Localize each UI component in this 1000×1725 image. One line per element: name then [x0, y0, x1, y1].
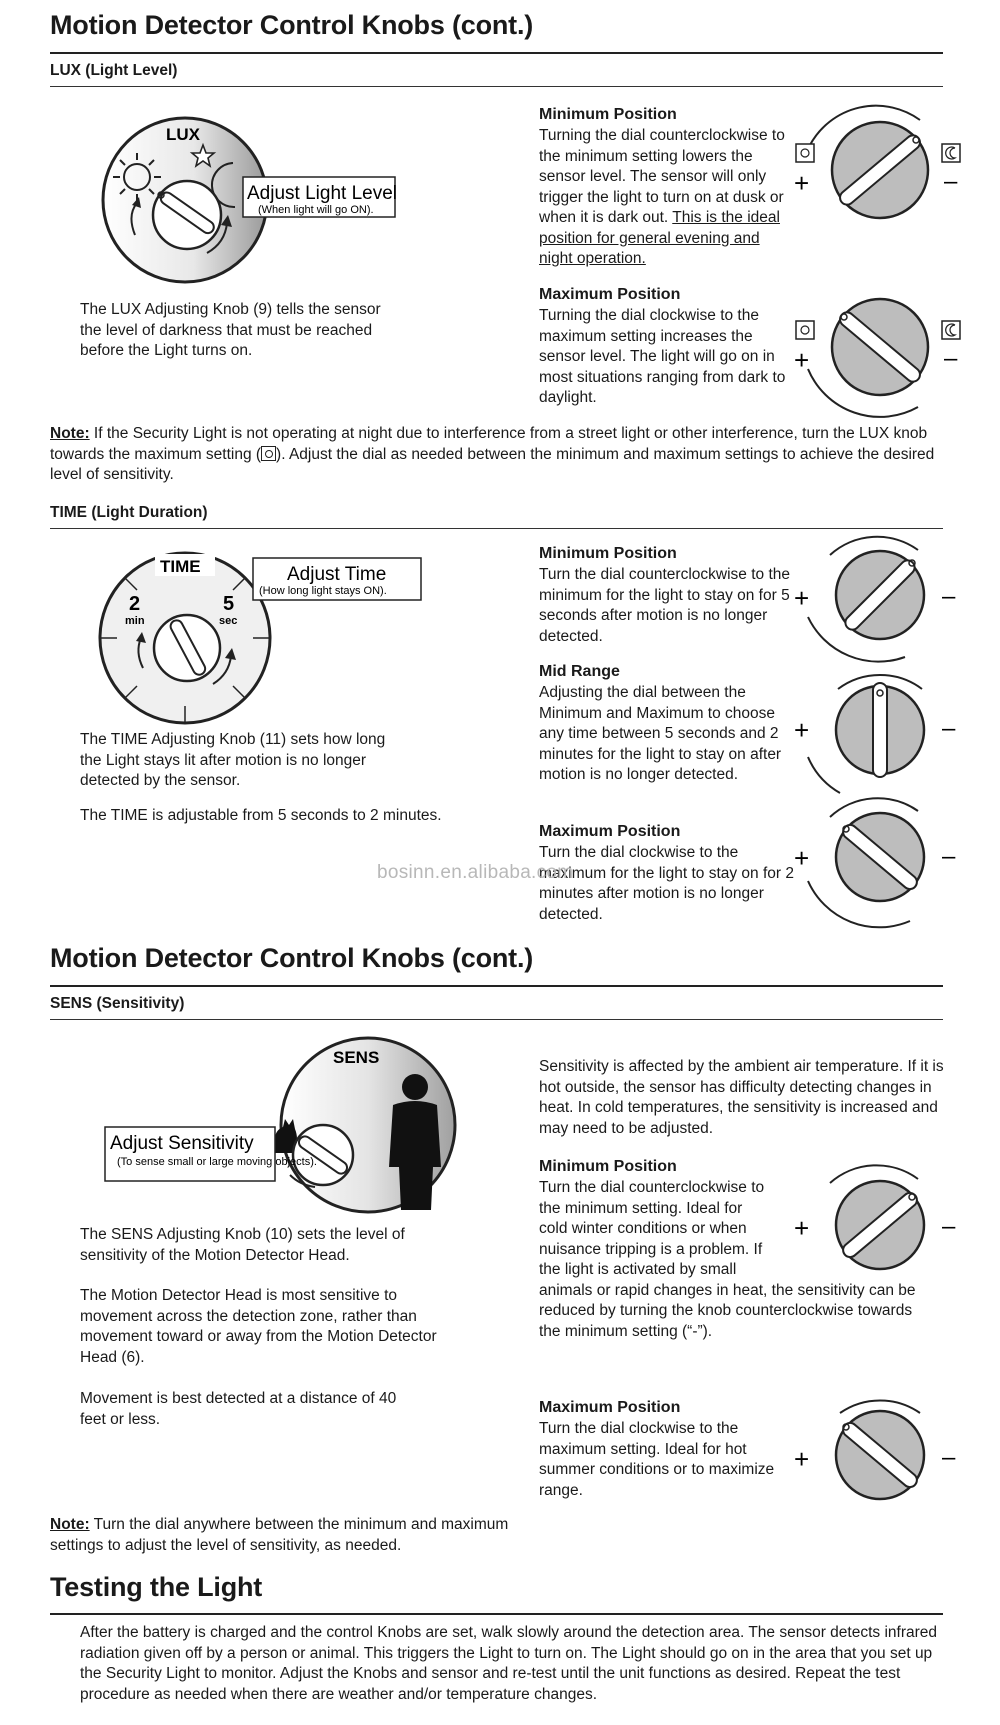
sens-min-knob-icon: [794, 1175, 960, 1285]
lux-max-text: Turning the dial clockwise to the maximum setting increases the sensor level. The light will go on in most situations ranging from dark to daylight.: [539, 307, 786, 406]
lux-max-title: Maximum Position: [539, 286, 681, 303]
time-left-unit: min: [125, 615, 145, 627]
time-dial-label: TIME: [160, 557, 201, 576]
lux-max-knob-icon: [794, 297, 960, 417]
time-dial-illustration: [95, 548, 455, 728]
time-max-knob-icon: [794, 805, 960, 925]
lux-min-emphasis: This is the ideal position for general evening and night operation.: [539, 209, 780, 267]
lux-dial-label: LUX: [166, 125, 200, 144]
lux-min-text: [539, 126, 797, 270]
sens-note-body: Turn the dial anywhere between the minimum and maximum settings to adjust the level of sensitivity, as needed.: [50, 1516, 509, 1554]
page-title-sens: Motion Detector Control Knobs (cont.): [50, 943, 534, 973]
lux-callout-sub: (When light will go ON).: [258, 204, 374, 216]
lux-min-body: Turning the dial counterclockwise to the minimum setting lowers the sensor level. The sensor will only trigger the light to turn on at dusk or when it is dark out.: [539, 127, 785, 226]
heading-rule: [50, 528, 943, 529]
sens-note: [50, 1515, 520, 1556]
svg-text:–: –: [944, 345, 958, 372]
heading-rule: [50, 86, 943, 87]
time-range: The TIME is adjustable from 5 seconds to 2 minutes.: [80, 807, 442, 824]
lux-min-knob-icon: [794, 115, 960, 225]
svg-text:–: –: [942, 715, 956, 742]
sun-box-icon: [261, 446, 276, 461]
svg-text:–: –: [942, 1444, 956, 1471]
lux-min-title: Minimum Position: [539, 106, 677, 123]
page-title-testing: Testing the Light: [50, 1572, 263, 1602]
time-min-text: Turn the dial counterclockwise to the minimum for the light to stay on for 5 seconds after motion is no longer detected.: [539, 566, 790, 645]
sens-max-knob-icon: [794, 1405, 960, 1515]
svg-text:+: +: [794, 1444, 810, 1474]
watermark: bosinn.en.alibaba.com: [377, 862, 574, 883]
testing-text: After the battery is charged and the control Knobs are set, walk slowly around the detection area. The sensor detects infrared radiation given off by a person or animal. This triggers the Light to turn on. The Light should go on in the area that you set up the Security Light to monitor. Adjust the Knobs and sensor and re-test until the unit functions as desired. Repeat the test procedure as needed when there are weather and/or temperature changes.: [80, 1624, 938, 1703]
time-max-text: Turn the dial clockwise to the maximum for the light to stay on for 2 minutes after motion is no longer detected.: [539, 844, 794, 923]
sens-callout-title: Adjust Sensitivity: [110, 1133, 254, 1154]
sens-intro: Sensitivity is affected by the ambient air temperature. If it is hot outside, the sensor has difficulty detecting changes in heat. In cold temperatures, the sensitivity is increased and may need to be adjusted.: [539, 1058, 944, 1137]
sens-dial-label: SENS: [333, 1048, 380, 1067]
sens-desc-3: Movement is best detected at a distance of 40 feet or less.: [80, 1390, 397, 1428]
heading-lux: LUX (Light Level): [50, 62, 178, 79]
svg-text:+: +: [794, 1213, 810, 1243]
sens-min-body: Turn the dial counterclockwise to the minimum setting. Ideal for cold winter conditions or when nuisance tripping is a problem. If the light is activated by small animals or rapid changes in heat, the sensitivity can be reduced by turning the knob counterclockwise towards the minimum setting (“-”).: [539, 1179, 916, 1340]
sun-box-icon: [796, 144, 814, 162]
svg-text:–: –: [944, 168, 958, 195]
time-right-num: 5: [223, 593, 235, 615]
lux-callout-title: Adjust Light Level: [247, 183, 397, 204]
time-description: The TIME Adjusting Knob (11) sets how long the Light stays lit after motion is no longer detected by the sensor.: [80, 731, 386, 789]
lux-note: [50, 424, 950, 486]
heading-time: TIME (Light Duration): [50, 504, 208, 521]
time-max-title: Maximum Position: [539, 823, 681, 840]
sens-min-title: Minimum Position: [539, 1158, 677, 1175]
time-callout-title: Adjust Time: [287, 564, 387, 585]
sens-max-text: Turn the dial clockwise to the maximum setting. Ideal for hot summer conditions or to maximize range.: [539, 1420, 775, 1499]
svg-text:–: –: [942, 1213, 956, 1240]
sens-desc-2: The Motion Detector Head is most sensitive to movement across the detection zone, rather than movement toward or away from the Motion Detector Head (6).: [80, 1287, 437, 1366]
time-min-knob-icon: [794, 545, 960, 660]
heading-sens: SENS (Sensitivity): [50, 995, 185, 1012]
sens-max-title: Maximum Position: [539, 1399, 681, 1416]
time-right-unit: sec: [219, 615, 238, 627]
svg-text:+: +: [794, 715, 810, 745]
svg-text:–: –: [942, 843, 956, 870]
svg-text:+: +: [794, 168, 810, 198]
lux-description: The LUX Adjusting Knob (9) tells the sensor the level of darkness that must be reached before the Light turns on.: [80, 301, 381, 359]
svg-text:+: +: [794, 843, 810, 873]
title-rule: [50, 985, 943, 987]
time-min-title: Minimum Position: [539, 545, 677, 562]
sens-desc-1: The SENS Adjusting Knob (10) sets the level of sensitivity of the Motion Detector Head.: [80, 1226, 405, 1264]
sens-dial-illustration: [105, 1035, 485, 1215]
heading-rule: [50, 1019, 943, 1020]
lux-note-body-end: ). Adjust the dial as needed between the minimum and maximum settings to achieve the desired level of sensitivity.: [50, 445, 935, 483]
time-mid-text: Adjusting the dial between the Minimum and Maximum to choose any time between 5 seconds and 2 minutes for the light to stay on after motion is no longer detected.: [539, 684, 782, 783]
lux-dial-illustration: [95, 115, 445, 285]
lux-note-body: If the Security Light is not operating at night due to interference from a street light or other interference, turn the LUX knob towards the maximum setting (: [50, 425, 928, 463]
time-left-num: 2: [129, 593, 141, 615]
svg-text:+: +: [794, 583, 810, 613]
moon-box-icon: [942, 144, 960, 162]
time-mid-title: Mid Range: [539, 663, 620, 680]
page-title-lux: Motion Detector Control Knobs (cont.): [50, 10, 534, 40]
time-callout-sub: (How long light stays ON).: [259, 585, 387, 597]
title-rule: [50, 1613, 943, 1615]
title-rule: [50, 52, 943, 54]
time-mid-knob-icon: [794, 675, 960, 795]
svg-text:–: –: [942, 583, 956, 610]
svg-text:+: +: [794, 345, 810, 375]
lux-note-label: Note:: [50, 425, 90, 442]
sens-callout-sub: (To sense small or large moving objects).: [117, 1156, 317, 1168]
sens-note-label: Note:: [50, 1516, 90, 1533]
